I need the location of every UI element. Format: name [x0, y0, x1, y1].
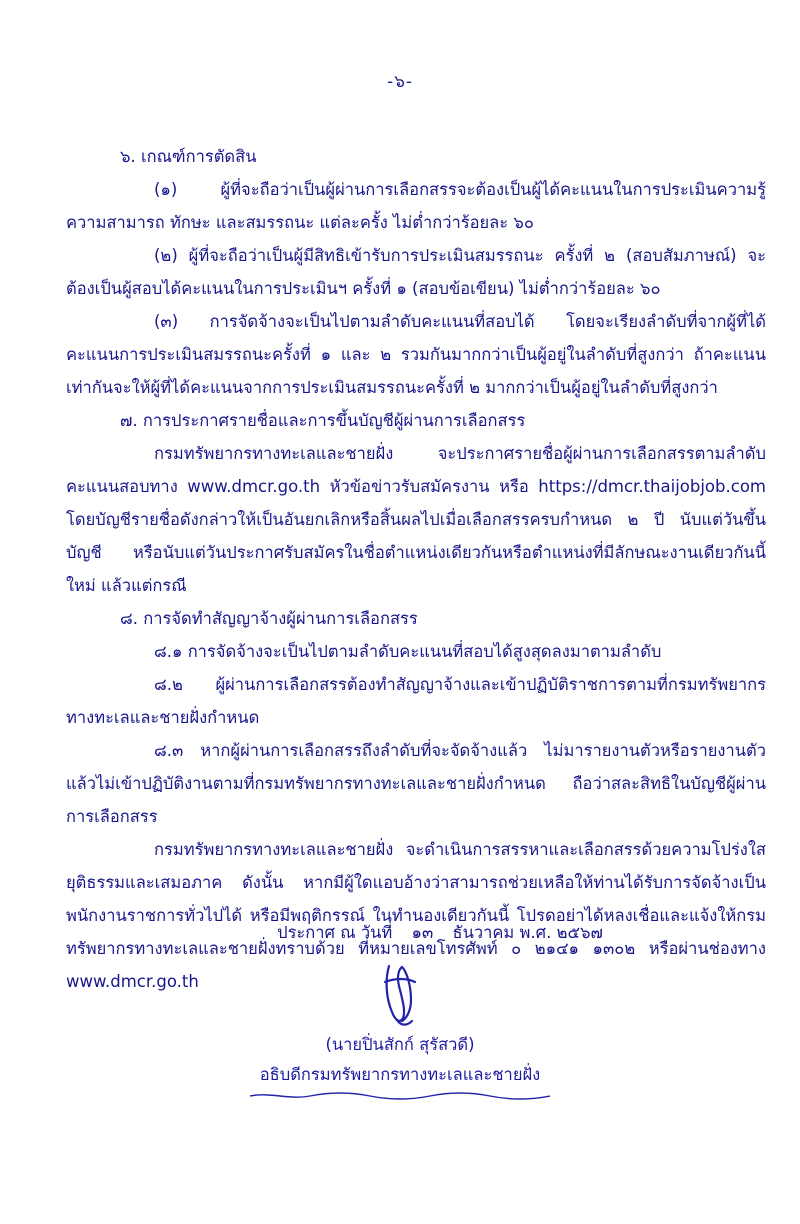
paragraph-contract-item-2: ๘.๒ ผู้ผ่านการเลือกสรรต้องทำสัญญาจ้างและเข้าปฏิบัติราชการตามที่กรมทรัพยากรทางทะเลและชายฝั่งกำหนด: [66, 675, 766, 727]
announcement-date-line: [0, 920, 800, 946]
paragraph-contract-item-1: ๘.๑ การจัดจ้างจะเป็นไปตามลำดับคะแนนที่สอบได้สูงสุดลงมาตามลำดับ: [154, 642, 662, 661]
paragraph-criteria-item-1: (๑) ผู้ที่จะถือว่าเป็นผู้ผ่านการเลือกสรรจะต้องเป็นผู้ได้คะแนนในการประเมินความรู้ความสามารถ ทักษะ และสมรรถนะ แต่ละครั้ง ไม่ต่ำกว่าร้อยละ ๖๐: [66, 180, 766, 232]
signer-title: อธิบดีกรมทรัพยากรทางทะเลและชายฝั่ง: [259, 1065, 541, 1084]
page-number: -๖-: [386, 72, 414, 92]
paragraph-closing: กรมทรัพยากรทางทะเลและชายฝั่ง จะดำเนินการสรรหาและเลือกสรรด้วยความโปร่งใส ยุติธรรมและเสมอภาค ดังนั้น หากมีผู้ใดแอบอ้างว่าสามารถช่วยเหลือให้ท่านได้รับการจัดจ้างเป็นพนักงานราชการทั่วไปได้ หรือมีพฤติกรรณ์ ในทำนองเดียวกันนี้ โปรดอย่าได้หลงเชื่อและแจ้งให้กรมทรัพยากรทางทะเลและชายฝั่งทราบด้วย ที่หมายเลขโทรศัพท์ ๐ ๒๑๔๑ ๑๓๐๒ หรือผ่านช่องทาง www.dmcr.go.th: [66, 840, 766, 991]
paragraph-criteria-item-3: (๓) การจัดจ้างจะเป็นไปตามลำดับคะแนนที่สอบได้ โดยจะเรียงลำดับที่จากผู้ที่ได้คะแนนการประเมินสมรรถนะครั้งที่ ๑ และ ๒ รวมกันมากกว่าเป็นผู้อยู่ในลำดับที่สูงกว่า ถ้าคะแนนเท่ากันจะให้ผู้ที่ได้คะแนนจากการประเมินสมรรถนะครั้งที่ ๒ มากกว่าเป็นผู้อยู่ในลำดับที่สูงกว่า: [66, 312, 766, 397]
signature-block: [0, 920, 800, 1084]
document-body: [66, 140, 766, 998]
paragraph-contract-item-3: ๘.๓ หากผู้ผ่านการเลือกสรรถึงลำดับที่จะจัดจ้างแล้ว ไม่มารายงานตัวหรือรายงานตัวแล้วไม่เข้าปฏิบัติงานตามที่กรมทรัพยากรทางทะเลและชายฝั่งกำหนด ถือว่าสละสิทธิในบัญชีผู้ผ่านการเลือกสรร: [66, 741, 766, 826]
signer-name: (นายปิ่นสักก์ สุรัสวดี): [325, 1035, 475, 1054]
paragraph-announcement-body: กรมทรัพยากรทางทะเลและชายฝั่ง จะประกาศรายชื่อผู้ผ่านการเลือกสรรตามลำดับคะแนนสอบทาง www.dmcr.go.th หัวข้อข่าวรับสมัครงาน หรือ https://dmcr.thaijobjob.com โดยบัญชีรายชื่อดังกล่าวให้เป็นอันยกเลิกหรือสิ้นผลไปเมื่อเลือกสรรครบกำหนด ๒ ปี นับแต่วันขึ้นบัญชี หรือนับแต่วันประกาศรับสมัครในชื่อตำแหน่งเดียวกันหรือตำแหน่งที่มีลักษณะงานเดียวกันนี้ใหม่ แล้วแต่กรณี: [66, 444, 766, 595]
paragraph-criteria-item-2: (๒) ผู้ที่จะถือว่าเป็นผู้มีสิทธิเข้ารับการประเมินสมรรถนะ ครั้งที่ ๒ (สอบสัมภาษณ์) จะต้องเป็นผู้สอบได้คะแนนในการประเมินฯ ครั้งที่ ๑ (สอบข้อเขียน) ไม่ต่ำกว่าร้อยละ ๖๐: [66, 246, 766, 298]
handwritten-signature: [0, 958, 800, 1028]
section-heading-criteria: ๖. เกณฑ์การตัดสิน: [120, 147, 257, 166]
section-heading-contract: ๘. การจัดทำสัญญาจ้างผู้ผ่านการเลือกสรร: [120, 609, 418, 628]
date-prefix-label: ประกาศ ณ วันที่: [277, 923, 393, 942]
date-month-year-value: ธันวาคม พ.ศ. ๒๕๖๗: [452, 923, 603, 942]
date-day-value: ๑๓: [411, 923, 434, 942]
section-heading-announcement: ๗. การประกาศรายชื่อและการขึ้นบัญชีผู้ผ่านการเลือกสรร: [120, 411, 526, 430]
signature-underline: [0, 1086, 800, 1105]
